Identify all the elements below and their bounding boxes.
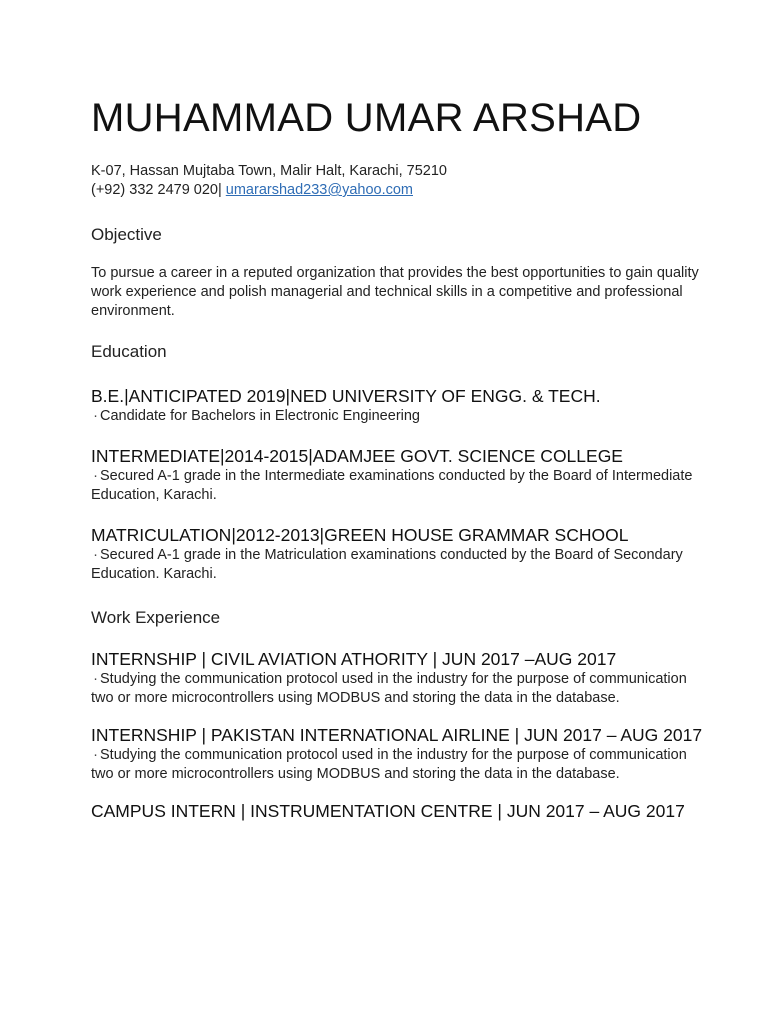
education-entry-intermediate xyxy=(91,445,708,505)
education-entry-be xyxy=(91,385,708,426)
work-entry-pia xyxy=(91,724,708,784)
phone-number: (+92) 332 2479 020| xyxy=(91,182,222,198)
work-title: INTERNSHIP | CIVIL AVIATION ATHORITY | JUN 2017 –AUG 2017 xyxy=(91,649,617,669)
work-desc xyxy=(91,746,708,784)
objective-heading: Objective xyxy=(91,225,162,244)
education-desc xyxy=(91,407,708,426)
work-title: INTERNSHIP | PAKISTAN INTERNATIONAL AIRLINE | JUN 2017 – AUG 2017 xyxy=(91,725,703,745)
work-desc-text: Studying the communication protocol used in the industry for the purpose of communication two or more microcontrollers using MODBUS and storing the data in the database. xyxy=(91,747,687,782)
education-title: B.E.|ANTICIPATED 2019|NED UNIVERSITY OF ENGG. & TECH. xyxy=(91,386,601,406)
bullet-dot-icon: · xyxy=(93,468,98,484)
candidate-name: MUHAMMAD UMAR ARSHAD xyxy=(91,96,642,140)
education-desc xyxy=(91,546,708,584)
address-line: K-07, Hassan Mujtaba Town, Malir Halt, Karachi, 75210 xyxy=(91,163,447,179)
phone-email-line xyxy=(91,181,708,200)
education-title: INTERMEDIATE|2014-2015|ADAMJEE GOVT. SCIENCE COLLEGE xyxy=(91,446,623,466)
education-heading: Education xyxy=(91,342,167,361)
email-link[interactable]: umararshad233@yahoo.com xyxy=(225,182,413,198)
work-desc xyxy=(91,670,708,708)
bullet-dot-icon: · xyxy=(93,408,98,424)
education-title: MATRICULATION|2012-2013|GREEN HOUSE GRAMMAR SCHOOL xyxy=(91,525,629,545)
work-entry-civil-aviation xyxy=(91,648,708,708)
bullet-dot-icon: · xyxy=(93,547,98,563)
education-desc xyxy=(91,467,708,505)
contact-block xyxy=(91,162,708,200)
work-entry-campus-intern xyxy=(91,800,708,822)
bullet-dot-icon: · xyxy=(93,747,98,763)
work-experience-heading: Work Experience xyxy=(91,608,221,627)
work-title: CAMPUS INTERN | INSTRUMENTATION CENTRE | JUN 2017 – AUG 2017 xyxy=(91,801,685,821)
education-desc-text: Secured A-1 grade in the Matriculation examinations conducted by the Board of Secondary Education. Karachi. xyxy=(91,547,683,582)
objective-text: To pursue a career in a reputed organization that provides the best opportunities to gain quality work experience and polish managerial and technical skills in a competitive and professional environment. xyxy=(91,265,699,319)
work-desc-text: Studying the communication protocol used in the industry for the purpose of communication two or more microcontrollers using MODBUS and storing the data in the database. xyxy=(91,671,687,706)
bullet-dot-icon: · xyxy=(93,671,98,687)
education-desc-text: Candidate for Bachelors in Electronic Engineering xyxy=(100,408,420,424)
education-desc-text: Secured A-1 grade in the Intermediate examinations conducted by the Board of Intermediate Education, Karachi. xyxy=(91,468,693,503)
education-entry-matriculation xyxy=(91,524,708,584)
